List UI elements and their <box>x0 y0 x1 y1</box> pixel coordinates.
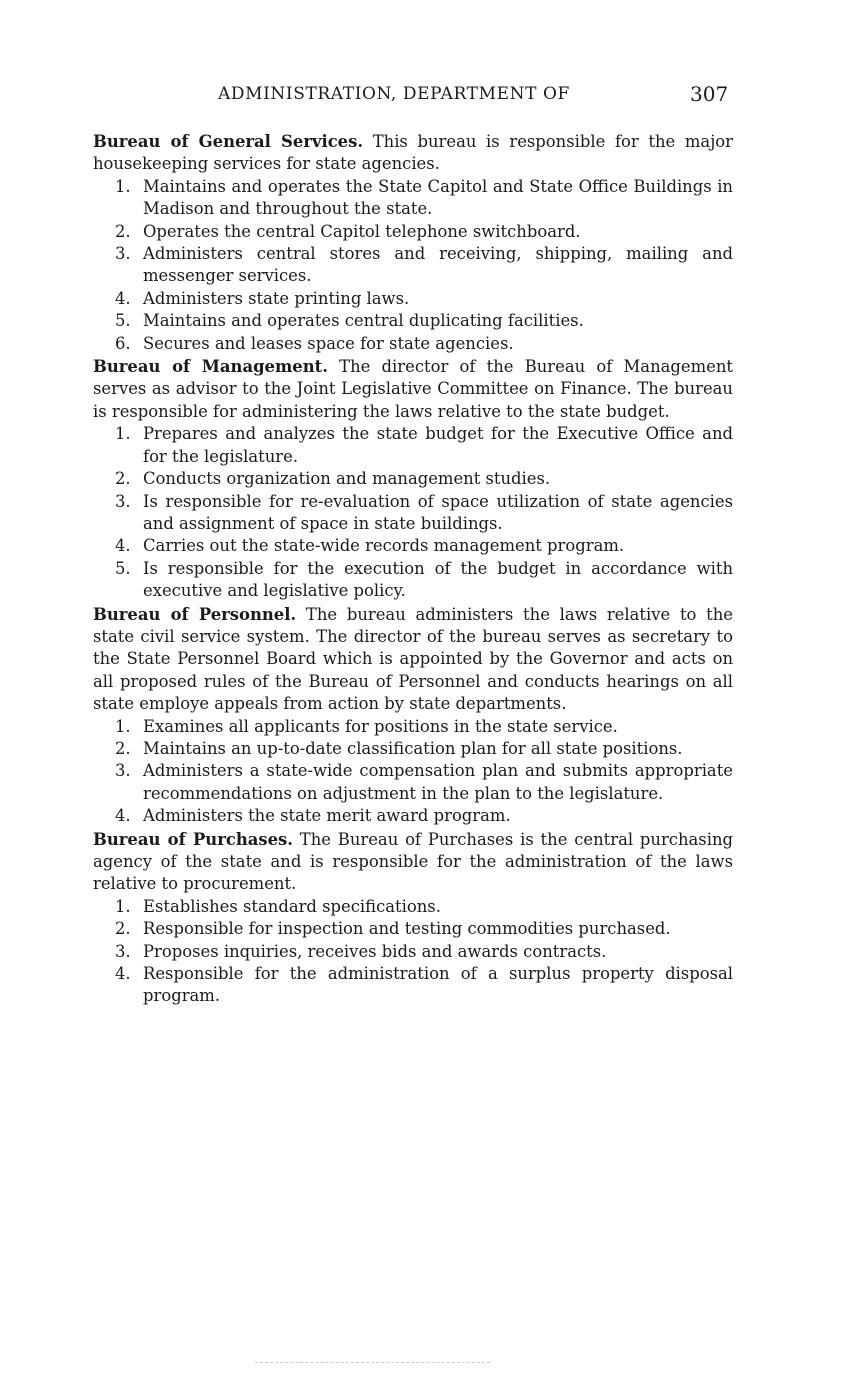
bureau-description: The bureau administers the laws relative to the state civil service system. The director of the bureau serves as secretary to the State Personnel Board which is appointed by the Governor and acts on all proposed rules of the Bureau of Personnel and conducts hearings on all state employe appeals from action by state departments. <box>93 604 733 714</box>
bureau-section <box>93 131 733 355</box>
list-item-number: 3. <box>115 491 131 511</box>
duties-list <box>93 176 733 355</box>
list-item-number: 1. <box>115 176 131 196</box>
list-item-text: Operates the central Capitol telephone switchboard. <box>143 221 581 241</box>
list-item <box>93 918 733 940</box>
bureau-intro <box>93 829 733 896</box>
bureau-description: The director of the Bureau of Management serves as advisor to the Joint Legislative Committee on Finance. The bureau is responsible for administering the laws relative to the state budget. <box>93 357 733 421</box>
list-item <box>93 805 733 827</box>
list-item-number: 3. <box>115 941 131 961</box>
list-item-number: 2. <box>115 469 131 489</box>
duties-list <box>93 423 733 602</box>
list-item <box>93 221 733 243</box>
list-item-number: 5. <box>115 311 131 331</box>
list-item-number: 2. <box>115 919 131 939</box>
list-item-text: Administers a state-wide compensation plan and submits appropriate recommendations on adjustment in the plan to the legislature. <box>143 761 733 803</box>
running-head: ADMINISTRATION, DEPARTMENT OF <box>218 84 570 104</box>
bureau-intro <box>93 356 733 423</box>
page-body <box>93 131 733 1009</box>
bureau-intro <box>93 131 733 176</box>
list-item-number: 3. <box>115 244 131 264</box>
list-item <box>93 310 733 332</box>
list-item-number: 5. <box>115 558 131 578</box>
bureau-description: The Bureau of Purchases is the central purchasing agency of the state and is responsible for the administration of the laws relative to procurement. <box>93 829 733 894</box>
list-item-text: Proposes inquiries, receives bids and awards contracts. <box>143 941 607 961</box>
list-item-number: 4. <box>115 806 131 826</box>
list-item <box>93 176 733 221</box>
bureau-section <box>93 356 733 602</box>
list-item <box>93 558 733 603</box>
list-item <box>93 760 733 805</box>
list-item-text: Maintains and operates the State Capitol and State Office Buildings in Madison and throughout the state. <box>143 176 733 219</box>
list-item <box>93 468 733 490</box>
list-item-text: Responsible for the administration of a surplus property disposal program. <box>143 964 733 1006</box>
list-item <box>93 288 733 310</box>
bureau-title: Bureau of General Services. <box>93 132 364 151</box>
bureau-section <box>93 829 733 1008</box>
list-item-text: Maintains and operates central duplicating facilities. <box>143 311 584 331</box>
bureau-description: This bureau is responsible for the major housekeeping services for state agencies. <box>93 132 733 174</box>
list-item <box>93 535 733 557</box>
list-item-number: 3. <box>115 761 131 781</box>
scan-artifact <box>255 1362 490 1365</box>
list-item-number: 1. <box>115 424 131 444</box>
list-item-number: 6. <box>115 333 131 353</box>
list-item-text: Responsible for inspection and testing commodities purchased. <box>143 919 671 939</box>
list-item-text: Maintains an up-to-date classification plan for all state positions. <box>143 738 683 758</box>
list-item-number: 1. <box>115 896 131 916</box>
list-item-number: 2. <box>115 221 131 241</box>
list-item-number: 1. <box>115 716 131 736</box>
page-number: 307 <box>690 82 729 106</box>
list-item <box>93 941 733 963</box>
list-item-number: 4. <box>115 288 131 308</box>
list-item-text: Conducts organization and management studies. <box>143 469 551 489</box>
bureau-section <box>93 604 733 828</box>
list-item <box>93 896 733 918</box>
bureau-title: Bureau of Purchases. <box>93 829 293 849</box>
list-item-text: Administers state printing laws. <box>143 288 410 308</box>
list-item <box>93 423 733 468</box>
list-item <box>93 716 733 738</box>
list-item-number: 2. <box>115 738 131 758</box>
list-item <box>93 491 733 536</box>
list-item <box>93 738 733 760</box>
list-item-number: 4. <box>115 536 131 556</box>
list-item-text: Is responsible for re-evaluation of space utilization of state agencies and assignment of space in state buildings. <box>143 491 733 533</box>
list-item-text: Is responsible for the execution of the budget in accordance with executive and legislative policy. <box>143 558 733 601</box>
list-item <box>93 243 733 288</box>
list-item-text: Administers the state merit award program. <box>143 806 511 826</box>
list-item-text: Examines all applicants for positions in the state service. <box>143 716 618 736</box>
list-item-text: Secures and leases space for state agencies. <box>143 333 514 353</box>
bureau-title: Bureau of Personnel. <box>93 604 297 624</box>
duties-list <box>93 716 733 828</box>
list-item <box>93 963 733 1008</box>
list-item-number: 4. <box>115 964 131 984</box>
list-item-text: Establishes standard specifications. <box>143 896 441 916</box>
bureau-intro <box>93 604 733 716</box>
list-item-text: Administers central stores and receiving, shipping, mailing and messenger services. <box>143 244 733 286</box>
list-item-text: Prepares and analyzes the state budget for the Executive Office and for the legislature. <box>143 424 733 466</box>
page-header <box>0 84 859 110</box>
list-item-text: Carries out the state-wide records management program. <box>143 536 625 556</box>
duties-list <box>93 896 733 1008</box>
list-item <box>93 333 733 355</box>
bureau-title: Bureau of Management. <box>93 357 328 377</box>
